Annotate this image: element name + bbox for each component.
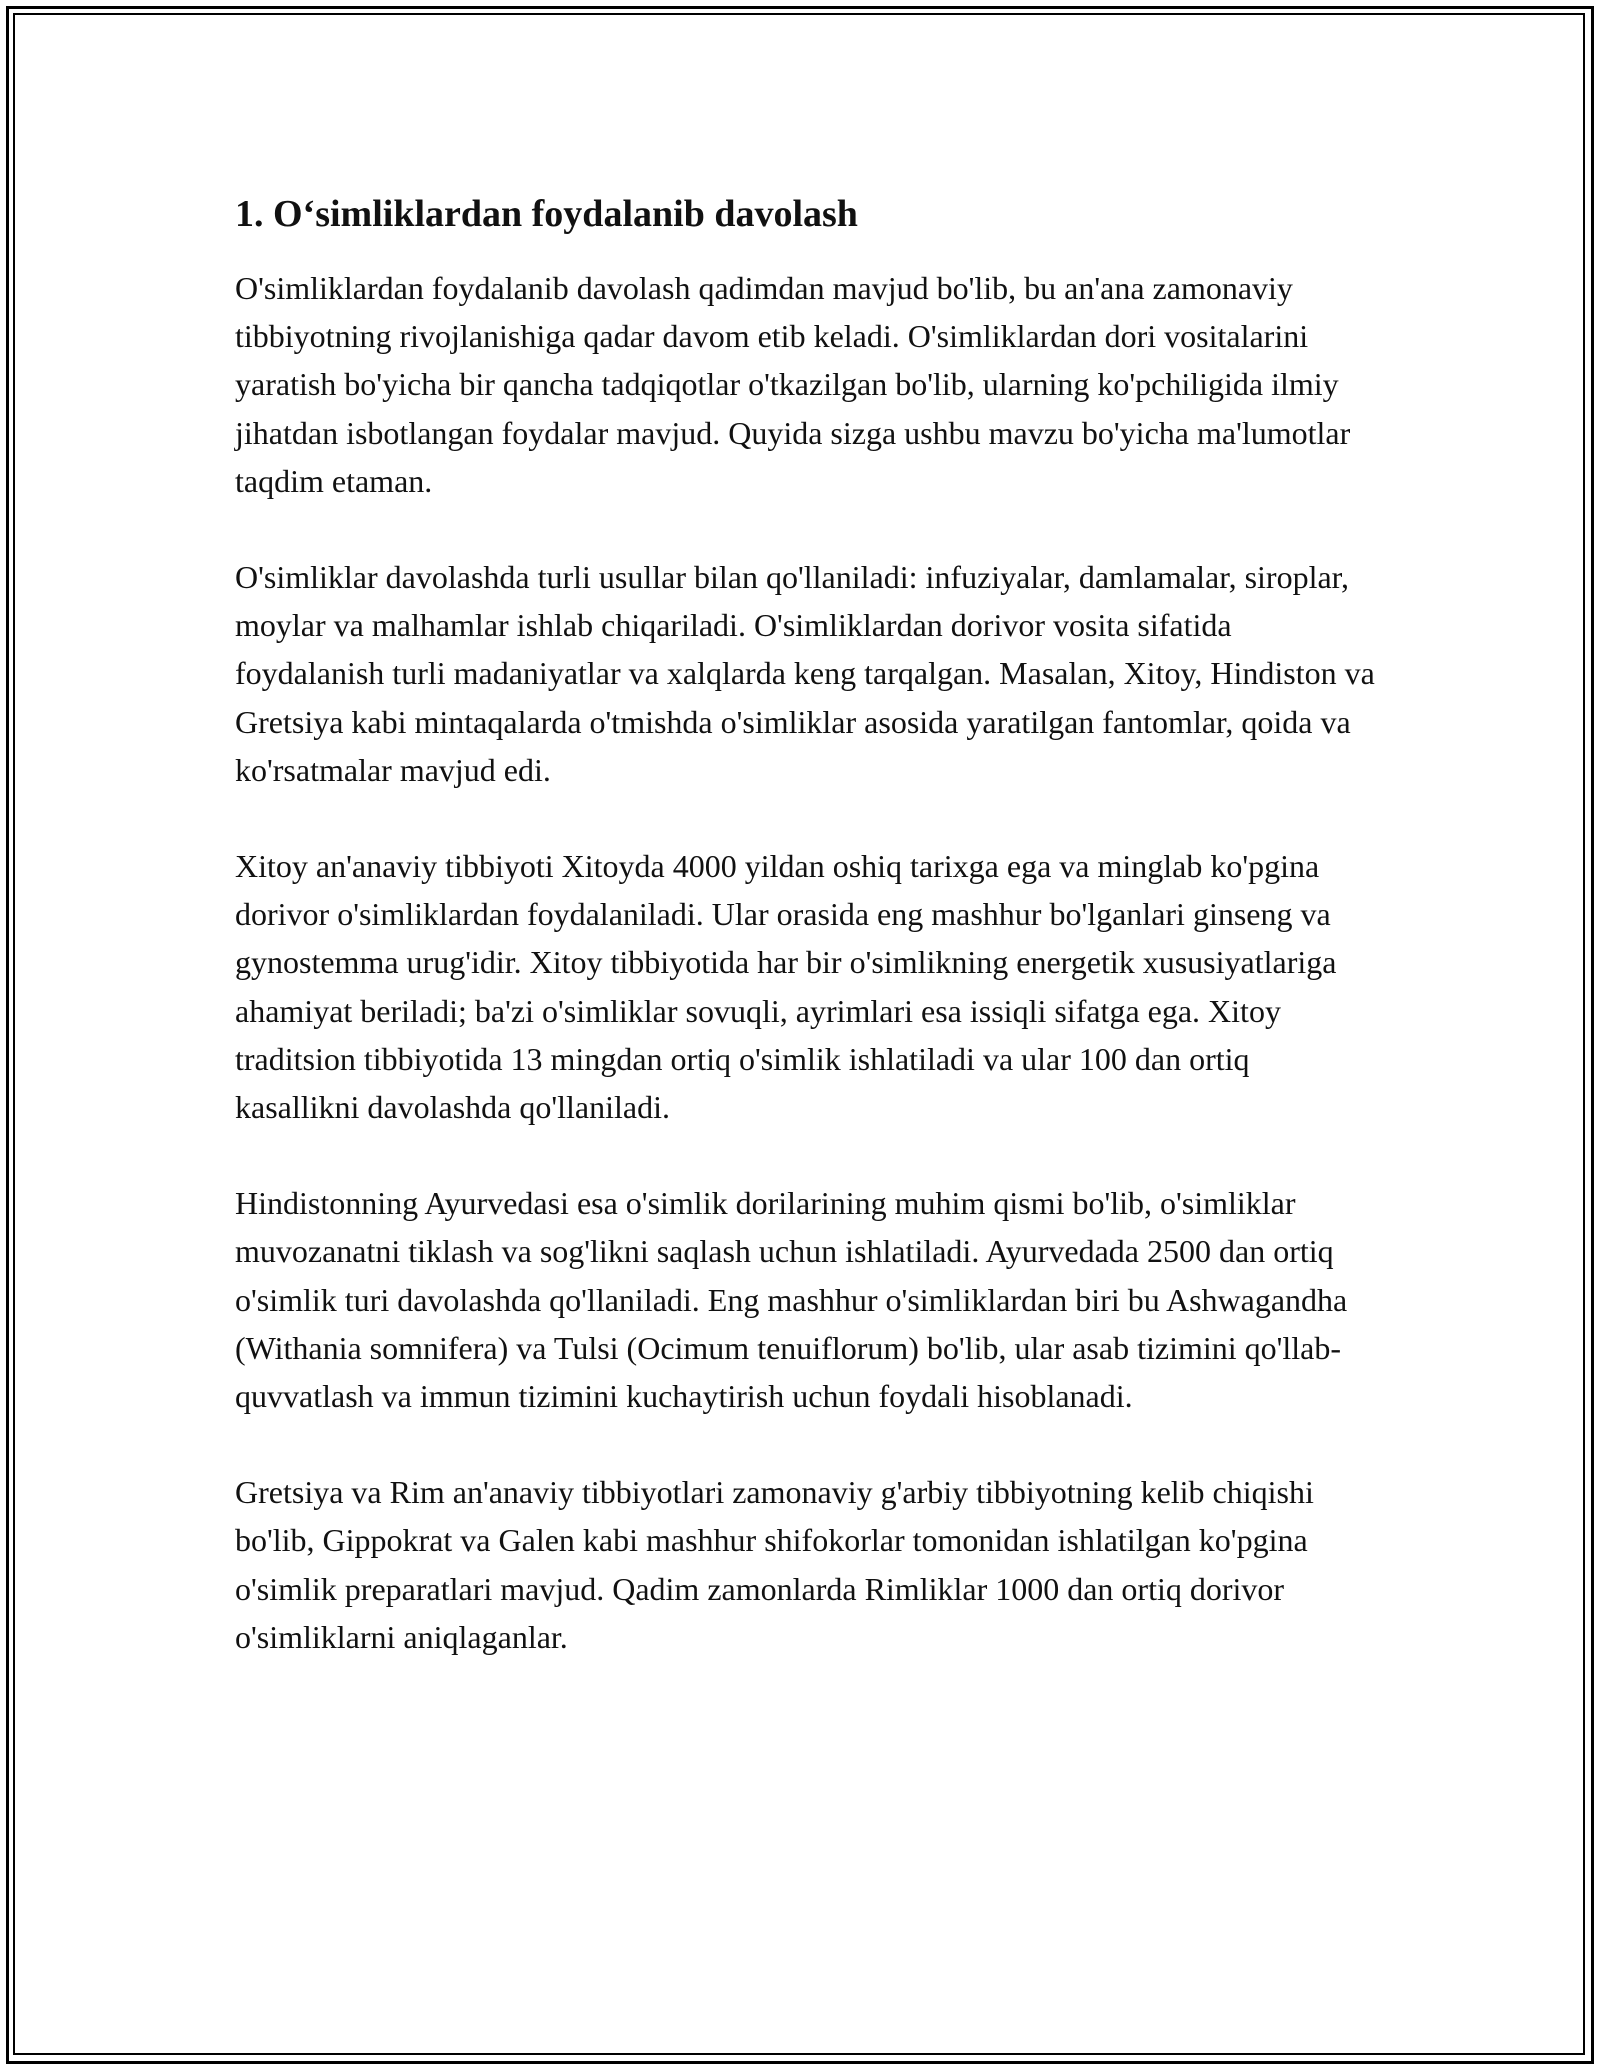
document-body xyxy=(235,188,1375,1709)
section-title: 1. O‘simliklardan foydalanib davolash xyxy=(235,193,858,235)
paragraph-2: O'simliklar davolashda turli usullar bilan qo'llaniladi: infuziyalar, damlamalar, siroplar, moylar va malhamlar ishlab chiqariladi. O'simliklardan dorivor vosita sifatida foydalanish turli madaniyatlar va xalqlarda keng tarqalgan. Masalan, Xitoy, Hindiston va Gretsiya kabi mintaqalarda o'tmishda o'simliklar asosida yaratilgan fantomlar, qoida va ko'rsatmalar mavjud edi. xyxy=(235,559,1375,788)
paragraph-1: O'simliklardan foydalanib davolash qadimdan mavjud bo'lib, bu an'ana zamonaviy tibbiyotning rivojlanishiga qadar davom etib keladi. O'simliklardan dori vositalarini yaratish bo'yicha bir qancha tadqiqotlar o'tkazilgan bo'lib, ularning ko'pchiligida ilmiy jihatdan isbotlangan foydalar mavjud. Quyida sizga ushbu mavzu bo'yicha ma'lumotlar taqdim etaman. xyxy=(235,270,1351,499)
paragraph-4: Hindistonning Ayurvedasi esa o'simlik dorilarining muhim qismi bo'lib, o'simliklar muvozanatni tiklash va sog'likni saqlash uchun ishlatiladi. Ayurvedada 2500 dan ortiq o'simlik turi davolashda qo'llaniladi. Eng mashhur o'simliklardan biri bu Ashwagandha (Withania somnifera) va Tulsi (Ocimum tenuiflorum) bo'lib, ular asab tizimini qo'llab-quvvatlash va immun tizimini kuchaytirish uchun foydali hisoblanadi. xyxy=(235,1185,1348,1415)
paragraph-3: Xitoy an'anaviy tibbiyoti Xitoyda 4000 yildan oshiq tarixga ega va minglab ko'pgina dorivor o'simliklardan foydalaniladi. Ular orasida eng mashhur bo'lganlari ginseng va gynostemma urug'idir. Xitoy tibbiyotida har bir o'simlikning energetik xususiyatlariga ahamiyat beriladi; ba'zi o'simliklar sovuqli, ayrimlari esa issiqli sifatga ega. Xitoy traditsion tibbiyotida 13 mingdan ortiq o'simlik ishlatiladi va ular 100 dan ortiq kasallikni davolashda qo'llaniladi. xyxy=(235,848,1337,1126)
paragraph-5: Gretsiya va Rim an'anaviy tibbiyotlari zamonaviy g'arbiy tibbiyotning kelib chiqishi bo'lib, Gippokrat va Galen kabi mashhur shifokorlar tomonidan ishlatilgan ko'pgina o'simlik preparatlari mavjud. Qadim zamonlarda Rimliklar 1000 dan ortiq dorivor o'simliklarni aniqlaganlar. xyxy=(235,1474,1314,1655)
